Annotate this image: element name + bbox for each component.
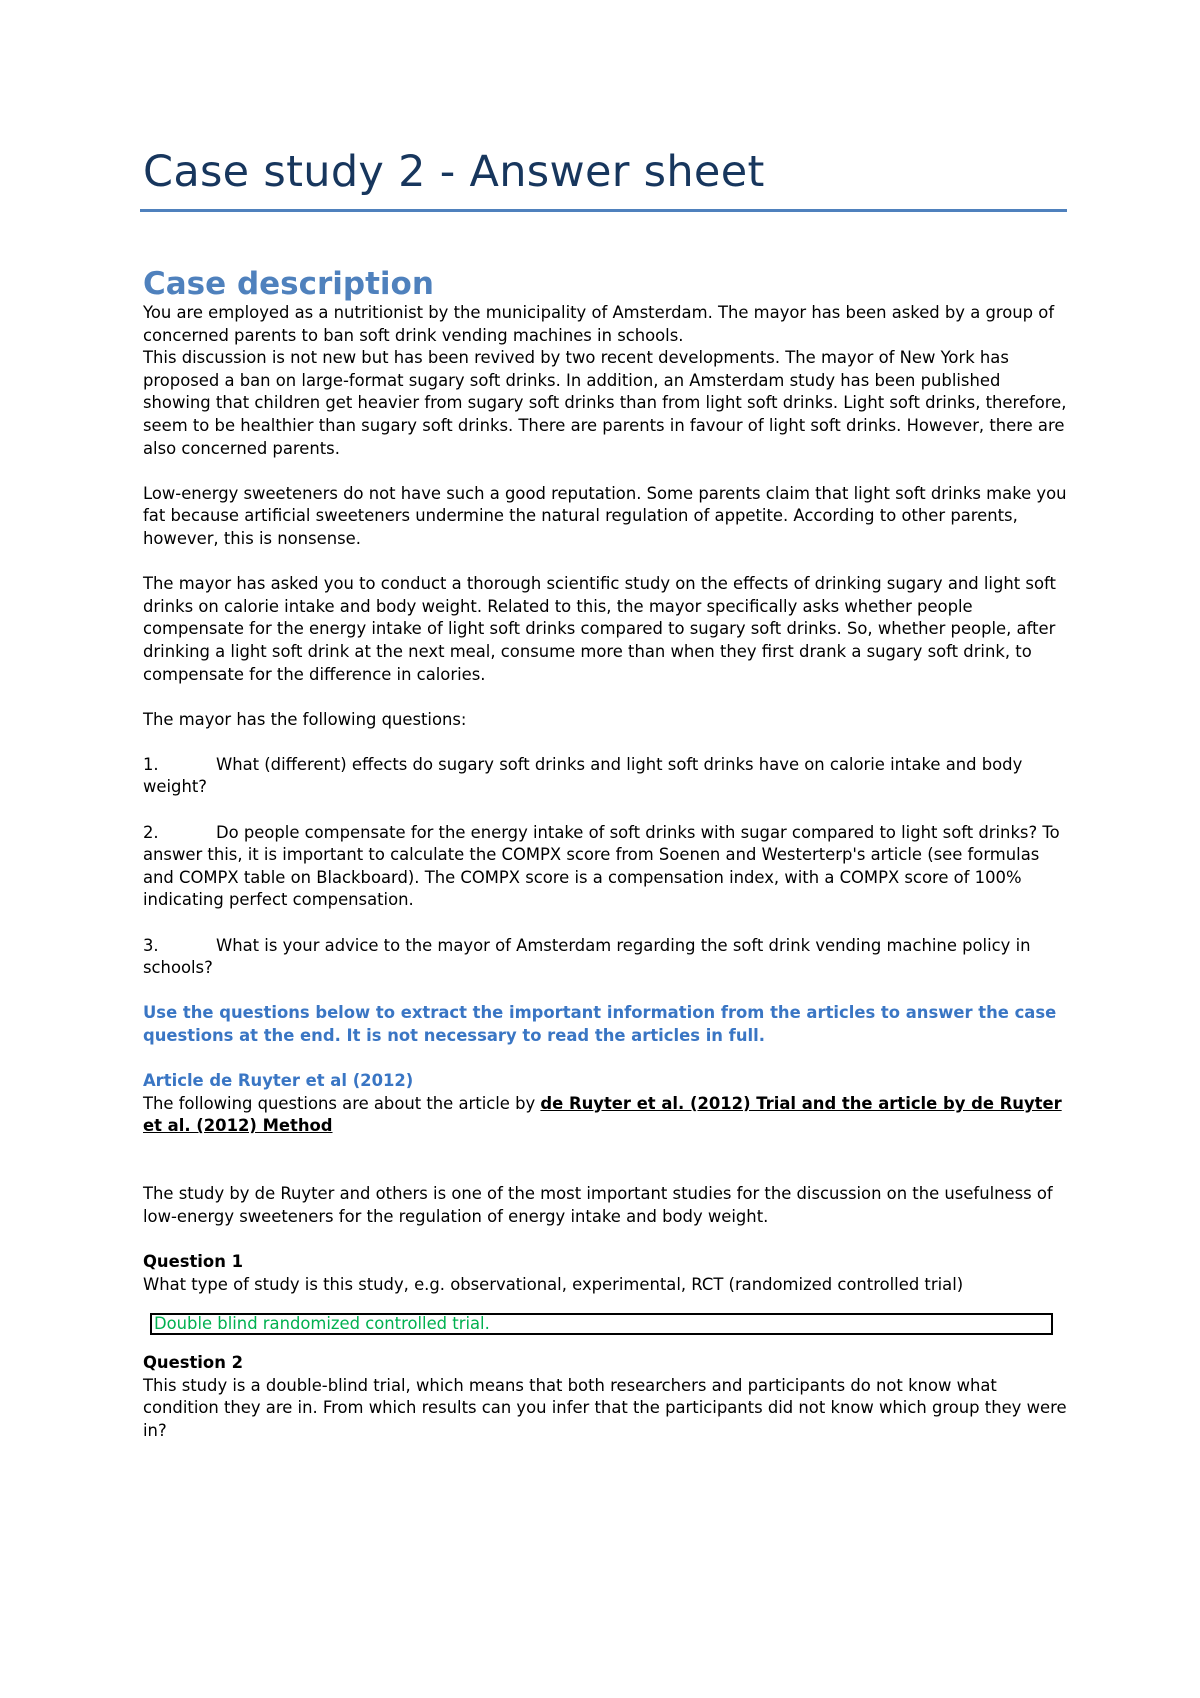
answer-box[interactable]: Double blind randomized controlled trial. [150,1313,1053,1335]
case-paragraph-4: The mayor has asked you to conduct a thorough scientific study on the effects of drinking sugary and light soft drinks on calorie intake and body weight. Related to this, the mayor specifically asks whether people compensate for the energy intake of light soft drinks compared to sugary soft drinks. So, whether people, after drinking a light soft drink at the next meal, consume more than when they first drank a sugary soft drink, to compensate for the difference in calories. [143,574,1056,684]
document-body [143,266,1068,1443]
case-question-text: Do people compensate for the energy intake of soft drinks with sugar compared to light soft drinks? To answer this, it is important to calculate the COMPX score from Soenen and Westerterp's article (see formulas and COMPX table on Blackboard). The COMPX score is a compensation index, with a COMPX score of 100% indicating perfect compensation. [143,822,1060,910]
page-title: Case study 2 - Answer sheet [143,147,765,197]
case-paragraph-1: You are employed as a nutritionist by the municipality of Amsterdam. The mayor has been asked by a group of concerned parents to ban soft drink vending machines in schools. [143,303,1055,345]
questions-intro: The mayor has the following questions: [143,709,467,729]
case-question-2 [143,822,1068,912]
case-question-number: 3. [143,935,159,955]
case-paragraph-3: Low-energy sweeteners do not have such a good reputation. Some parents claim that light soft drinks make you fat because artificial sweeteners undermine the natural regulation of appetite. According to other parents, however, this is nonsense. [143,483,1067,548]
title-underline [140,209,1067,212]
article-intro-prefix: The following questions are about the article by [143,1093,541,1113]
case-question-3 [143,935,1068,980]
article-link[interactable]: de Ruyter et al. (2012) Trial and the article by de Ruyter et al. (2012) Method [143,1093,1062,1136]
case-question-text: What (different) effects do sugary soft drinks and light soft drinks have on calorie intake and body weight? [143,754,1023,797]
article-context: The study by de Ruyter and others is one of the most important studies for the discussion on the usefulness of low-energy sweeteners for the regulation of energy intake and body weight. [143,1184,1053,1226]
article-heading: Article de Ruyter et al (2012) [143,1071,414,1091]
question-1-text: What type of study is this study, e.g. observational, experimental, RCT (randomized controlled trial) [143,1274,964,1294]
instruction-text: Use the questions below to extract the important information from the articles to answer the case questions at the end. It is not necessary to read the articles in full. [143,1003,1057,1045]
case-description-heading: Case description [143,266,434,302]
case-question-text: What is your advice to the mayor of Amsterdam regarding the soft drink vending machine policy in schools? [143,935,1031,978]
question-1-label: Question 1 [143,1251,243,1271]
question-2-text: This study is a double-blind trial, which means that both researchers and participants do not know what condition they are in. From which results can you infer that the participants did not know which group they were in? [143,1375,1067,1440]
answer-box-container [143,1296,1068,1352]
case-question-number: 1. [143,754,159,774]
case-question-1 [143,754,1068,799]
case-question-number: 2. [143,822,159,842]
article-intro [143,1093,1068,1138]
case-paragraph-2: This discussion is not new but has been revived by two recent developments. The mayor of New York has proposed a ban on large-format sugary soft drinks. In addition, an Amsterdam study has been published showing that children get heavier from sugary soft drinks than from light soft drinks. Light soft drinks, therefore, seem to be healthier than sugary soft drinks. There are parents in favour of light soft drinks. However, there are also concerned parents. [143,348,1067,458]
question-2-label: Question 2 [143,1353,243,1373]
